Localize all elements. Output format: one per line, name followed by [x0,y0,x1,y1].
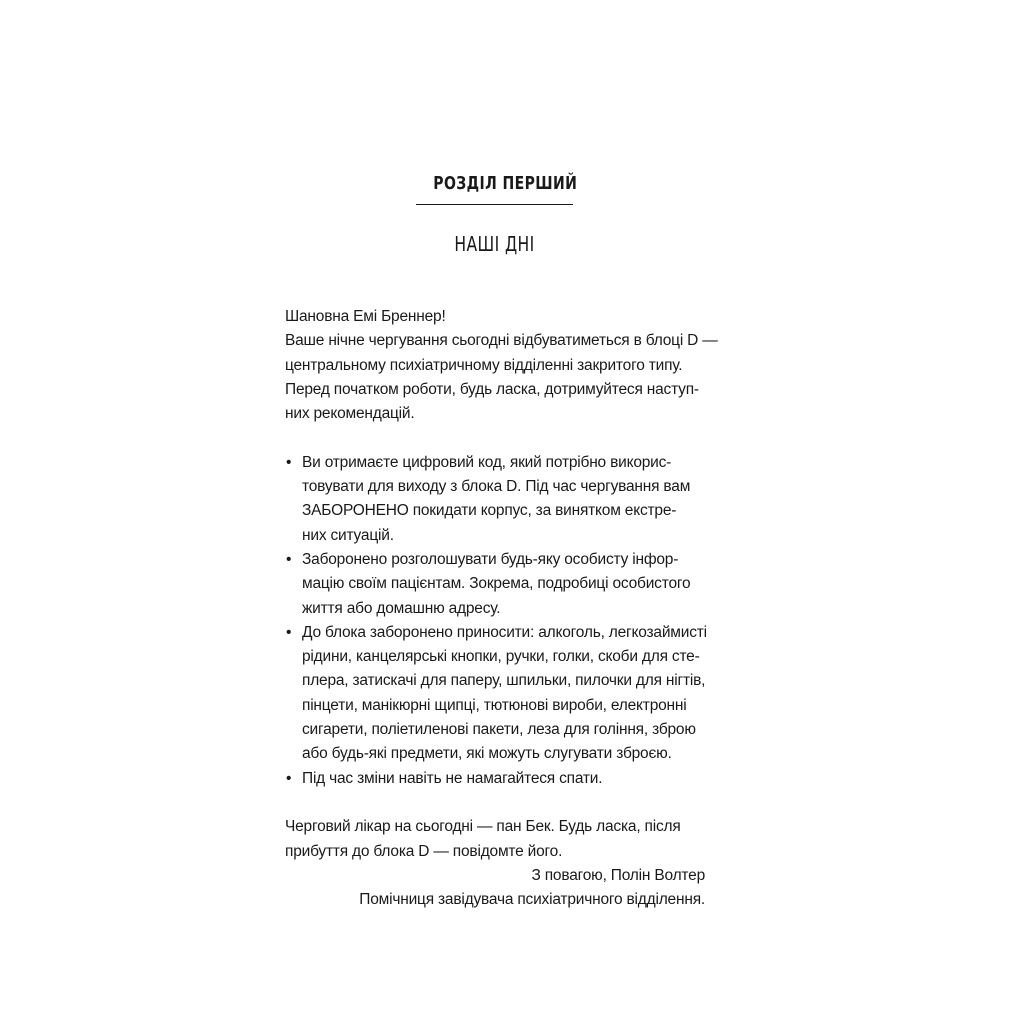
rule-item [285,451,705,548]
rule-line: сигарети, поліетиленові пакети, леза для гоління, зброю [302,721,696,739]
rule-text: Під час зміни навіть не намагайтеся спати. [302,769,603,787]
intro-line: Ваше нічне чергування сьогодні відбуватиметься в блоці D — [285,332,718,350]
bullet-icon: • [286,769,292,787]
rule-line: або будь-які предмети, які можуть слугувати зброєю. [302,745,672,763]
rule-line [285,767,705,791]
rule-line: плера, затискачі для паперу, шпильки, пилочки для нігтів, [302,672,706,690]
closing-line: прибуття до блока D — повідомте його. [285,842,563,860]
rule-line [285,548,705,572]
bullet-icon: • [286,453,292,471]
paragraph-gap [285,426,705,450]
rule-line: мацію своїм пацієнтам. Зокрема, подробиці особистого [302,575,691,593]
closing-line: Черговий лікар на сьогодні — пан Бек. Будь ласка, після [285,818,681,836]
chapter-title: НАШІ ДНІ [454,232,535,256]
rule-item [285,548,705,621]
intro-line: центральному психіатричному відділенні закритого типу. [285,356,683,374]
signature-line: Помічниця завідувача психіатричного відділення. [359,891,705,909]
rule-line: рідини, канцелярські кнопки, ручки, голки, скоби для сте- [302,648,700,666]
rule-line [285,621,705,645]
rule-line: них ситуацій. [302,526,394,544]
signature-line: З повагою, Полін Волтер [531,866,705,884]
rule-line [285,451,705,475]
rule-line: товувати для виходу з блока D. Під час чергування вам [302,478,691,496]
intro-line: них рекомендацій. [285,405,415,423]
rule-item [285,767,705,791]
bullet-icon: • [286,623,292,641]
chapter-divider [416,204,573,205]
letter-greeting: Шановна Емі Бреннер! [285,308,446,325]
rule-text: Ви отримаєте цифровий код, який потрібно викорис- [302,453,672,471]
rule-line: ЗАБОРОНЕНО покидати корпус, за винятком екстре- [302,502,677,520]
intro-line: Перед початком роботи, будь ласка, дотримуйтеся наступ- [285,380,699,398]
rules-list [285,451,705,791]
letter-body [285,305,718,912]
rule-line: пінцети, манікюрні щипці, тютюнові вироби, електронні [302,696,687,714]
rule-line: життя або домашню адресу. [302,599,501,617]
bullet-icon: • [286,550,292,568]
rule-item [285,621,705,767]
rule-text: Заборонено розголошувати будь-яку особисту інфор- [302,550,679,568]
chapter-label: РОЗДІЛ ПЕРШИЙ [433,173,578,194]
paragraph-gap [285,791,705,815]
rule-text: До блока заборонено приносити: алкоголь, легкозаймисті [302,623,707,641]
